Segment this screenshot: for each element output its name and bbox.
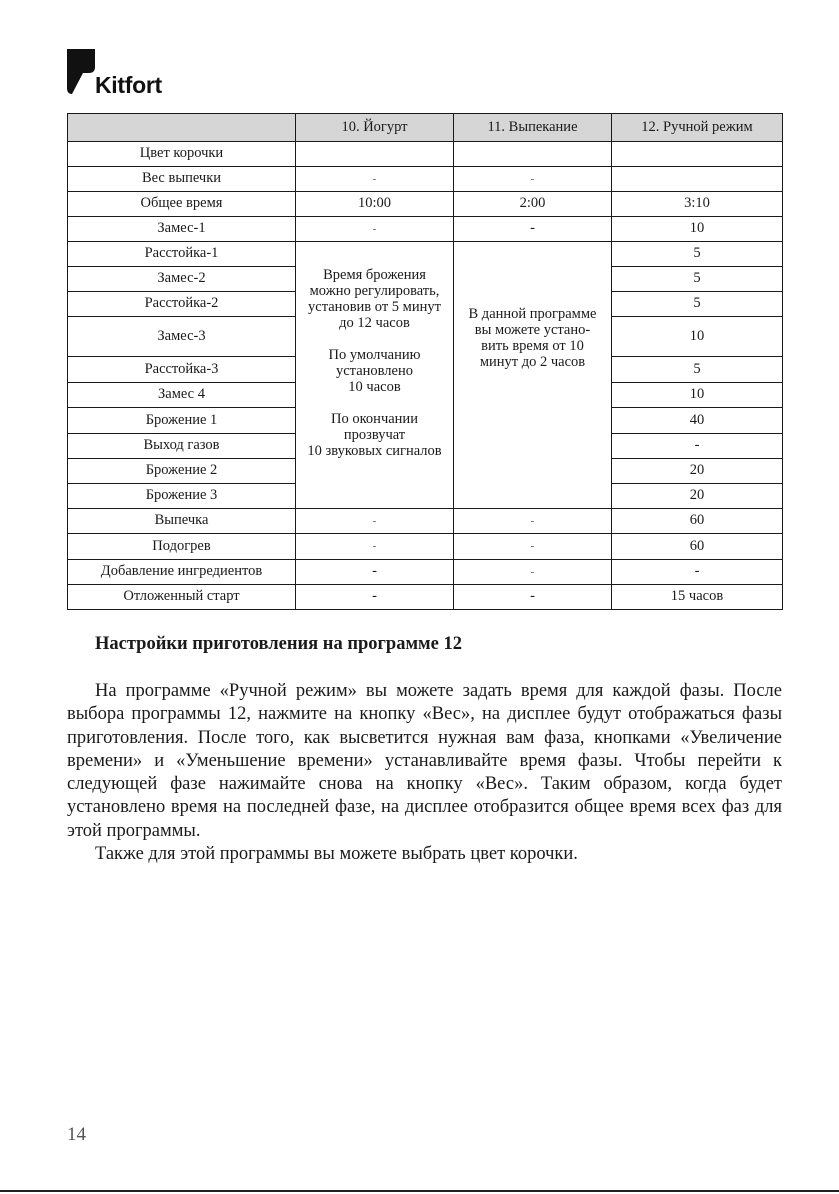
- note-line: По умолчанию: [328, 347, 421, 364]
- cell-manual: 60: [612, 534, 783, 560]
- table-row: [68, 192, 783, 217]
- cell-yogurt: -: [296, 534, 454, 560]
- row-label: Добавление ингредиентов: [68, 560, 296, 585]
- note-line: В данной программе: [468, 306, 597, 323]
- cell-baking: -: [454, 167, 612, 192]
- table-row: [68, 509, 783, 534]
- brand-logo: [66, 48, 186, 98]
- row-label: Замес 4: [68, 383, 296, 408]
- table-row: [68, 242, 783, 267]
- section-body: [67, 680, 782, 866]
- cell-baking: -: [454, 509, 612, 534]
- cell-manual: -: [612, 560, 783, 585]
- row-label: Расстойка-3: [68, 357, 296, 383]
- cell-manual: 60: [612, 509, 783, 534]
- cell-yogurt: -: [296, 509, 454, 534]
- cell-yogurt: 10:00: [296, 192, 454, 217]
- row-label: Отложенный старт: [68, 585, 296, 610]
- cell-yogurt: -: [296, 560, 454, 585]
- cell-manual: 5: [612, 267, 783, 292]
- section-heading: Настройки приготовления на программе 12: [95, 634, 462, 654]
- cell-manual: 5: [612, 357, 783, 383]
- table-row: [68, 534, 783, 560]
- table-header-manual: 12. Ручной режим: [612, 114, 783, 142]
- note-line: вы можете устано-: [474, 322, 591, 339]
- note-line: Время брожения: [323, 267, 426, 284]
- row-label: Цвет корочки: [68, 142, 296, 167]
- note-line: установив от 5 минут: [308, 299, 441, 316]
- cell-manual: 40: [612, 408, 783, 434]
- row-label: Подогрев: [68, 534, 296, 560]
- cell-manual: 20: [612, 484, 783, 509]
- cell-baking: -: [454, 534, 612, 560]
- cell-manual: [612, 142, 783, 167]
- note-line: вить время от 10: [481, 338, 584, 354]
- cell-baking: -: [454, 560, 612, 585]
- row-label: Замес-2: [68, 267, 296, 292]
- cell-baking: -: [454, 217, 612, 242]
- cell-manual: 10: [612, 217, 783, 242]
- note-line: установлено: [336, 363, 413, 379]
- note-line: 10 звуковых сигналов: [307, 442, 442, 459]
- cell-yogurt: [296, 142, 454, 167]
- table-header-empty: [68, 114, 296, 142]
- note-line: до 12 часов: [339, 315, 410, 332]
- table-header-yogurt: 10. Йогурт: [296, 114, 454, 142]
- kitfort-logo-icon: [66, 48, 96, 96]
- table-row: [68, 585, 783, 610]
- cell-yogurt: -: [296, 585, 454, 610]
- cell-manual: 5: [612, 242, 783, 267]
- cell-manual: 10: [612, 317, 783, 357]
- table-header-row: [68, 114, 783, 142]
- cell-manual: 3:10: [612, 192, 783, 217]
- cell-manual: 5: [612, 292, 783, 317]
- cell-manual: 15 часов: [612, 585, 783, 610]
- row-label: Замес-3: [68, 317, 296, 357]
- row-label: Вес выпечки: [68, 167, 296, 192]
- table-header-baking: 11. Выпекание: [454, 114, 612, 142]
- cell-yogurt: -: [296, 167, 454, 192]
- row-label: Расстойка-1: [68, 242, 296, 267]
- row-label: Замес-1: [68, 217, 296, 242]
- note-line: По окончании: [331, 410, 418, 427]
- paragraph: Также для этой программы вы можете выбрать цвет корочки.: [95, 844, 578, 865]
- page-number: 14: [67, 1124, 86, 1145]
- row-label: Общее время: [68, 192, 296, 217]
- row-label: Выход газов: [68, 434, 296, 459]
- cell-manual: [612, 167, 783, 192]
- note-line: прозвучат: [343, 426, 406, 443]
- table-row: [68, 167, 783, 192]
- note-line: можно регулировать,: [309, 283, 440, 300]
- note-line: 10 часов: [348, 378, 401, 395]
- table-row: [68, 560, 783, 585]
- yogurt-fermentation-note: [296, 242, 454, 509]
- cell-manual: 20: [612, 459, 783, 484]
- cell-yogurt: -: [296, 217, 454, 242]
- cell-baking: -: [454, 585, 612, 610]
- row-label: Брожение 2: [68, 459, 296, 484]
- note-line: минут до 2 часов: [479, 353, 586, 370]
- paragraph: На программе «Ручной режим» вы можете задать время для каждой фазы. После выбора программы 12, нажмите на кнопку «Вес», на дисплее будут отображаться фазы приготовления. После того, как высветится нужная вам фаза, кнопками «Увеличение времени» и «Уменьшение времени» устанавливайте время фазы. Чтобы перейти к следующей фазе нажимайте снова на кнопку «Вес». Таким образом, когда будет установлено время на последней фазе, на дисплее отобразится общее время всех фаз для этой программы.: [67, 681, 782, 841]
- table-row: [68, 217, 783, 242]
- table-row: [68, 142, 783, 167]
- cell-manual: 10: [612, 383, 783, 408]
- row-label: Выпечка: [68, 509, 296, 534]
- bottom-rule: [0, 1190, 839, 1192]
- baking-time-note: [454, 242, 612, 509]
- program-settings-table: [67, 113, 783, 610]
- row-label: Расстойка-2: [68, 292, 296, 317]
- cell-baking: [454, 142, 612, 167]
- row-label: Брожение 1: [68, 408, 296, 434]
- cell-manual: -: [612, 434, 783, 459]
- brand-name: Kitfort: [95, 72, 162, 98]
- cell-baking: 2:00: [454, 192, 612, 217]
- row-label: Брожение 3: [68, 484, 296, 509]
